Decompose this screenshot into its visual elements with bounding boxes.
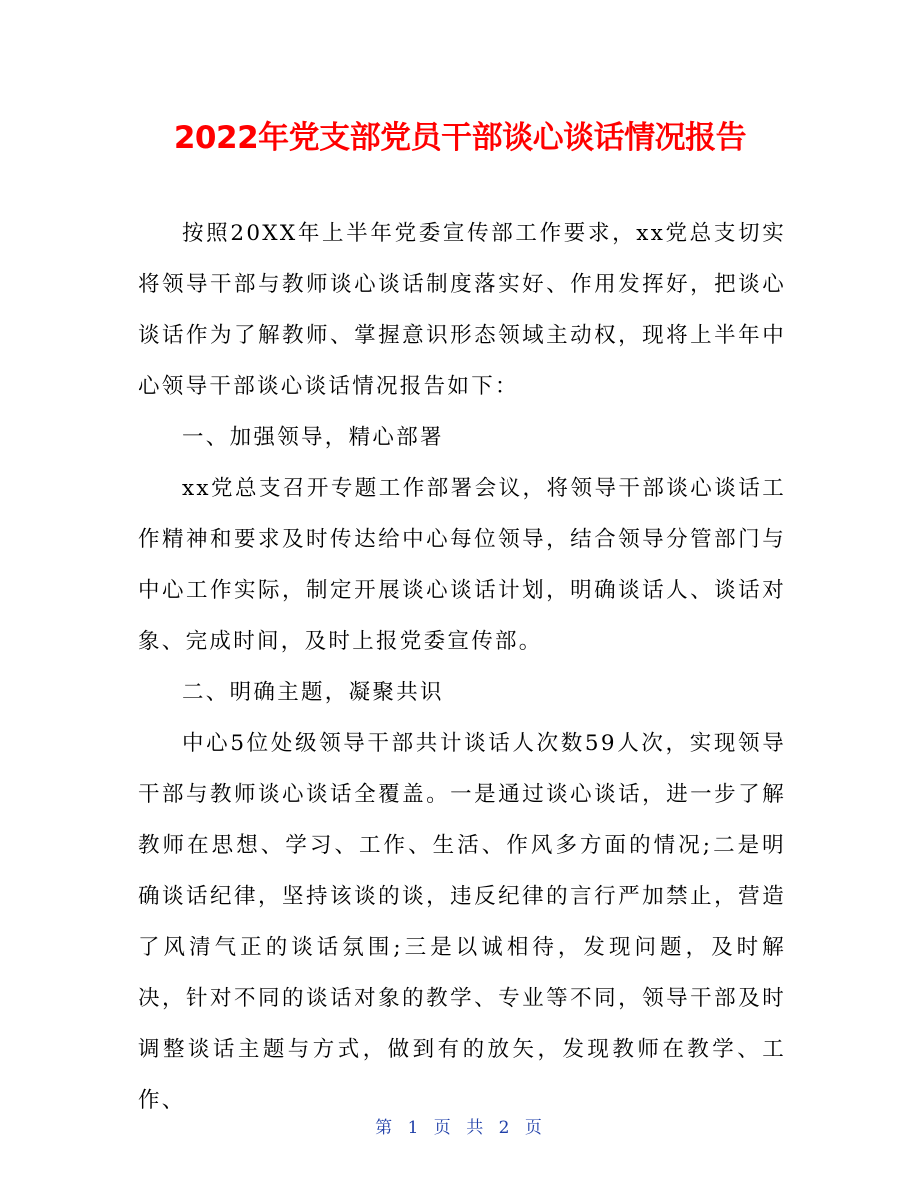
paragraph-section-1: xx党总支召开专题工作部署会议，将领导干部谈心谈话工作精神和要求及时传达给中心每位领导，结合领导分管部门与中心工作实际，制定开展谈心谈话计划，明确谈话人、谈话对象、完成时间，及时上报党委宣传部。 — [138, 476, 786, 654]
section-heading-2: 二、明确主题，凝聚共识 — [182, 680, 444, 705]
paragraph-section-2: 中心5位处级领导干部共计谈话人次数59人次，实现领导干部与教师谈心谈话全覆盖。一是通过谈心谈话，进一步了解教师在思想、学习、工作、生活、作风多方面的情况;二是明确谈话纪律，坚持该谈的谈，违反纪律的言行严加禁止，营造了风清气正的谈话氛围;三是以诚相待，发现问题，及时解决，针对不同的谈话对象的教学、专业等不同，领导干部及时调整谈话主题与方式，做到有的放矢，发现教师在教学、工作、 — [138, 731, 786, 1113]
paragraph-intro: 按照20XX年上半年党委宣传部工作要求，xx党总支切实将领导干部与教师谈心谈话制度落实好、作用发挥好，把谈心谈话作为了解教师、掌握意识形态领域主动权，现将上半年中心领导干部谈心谈话情况报告如下： — [138, 221, 786, 399]
page-number-footer: 第 1 页 共 2 页 — [375, 1118, 545, 1138]
document-title: 2022年党支部党员干部谈心谈话情况报告 — [173, 120, 747, 156]
document-body — [138, 208, 786, 1126]
section-heading-1: 一、加强领导，精心部署 — [182, 425, 444, 450]
